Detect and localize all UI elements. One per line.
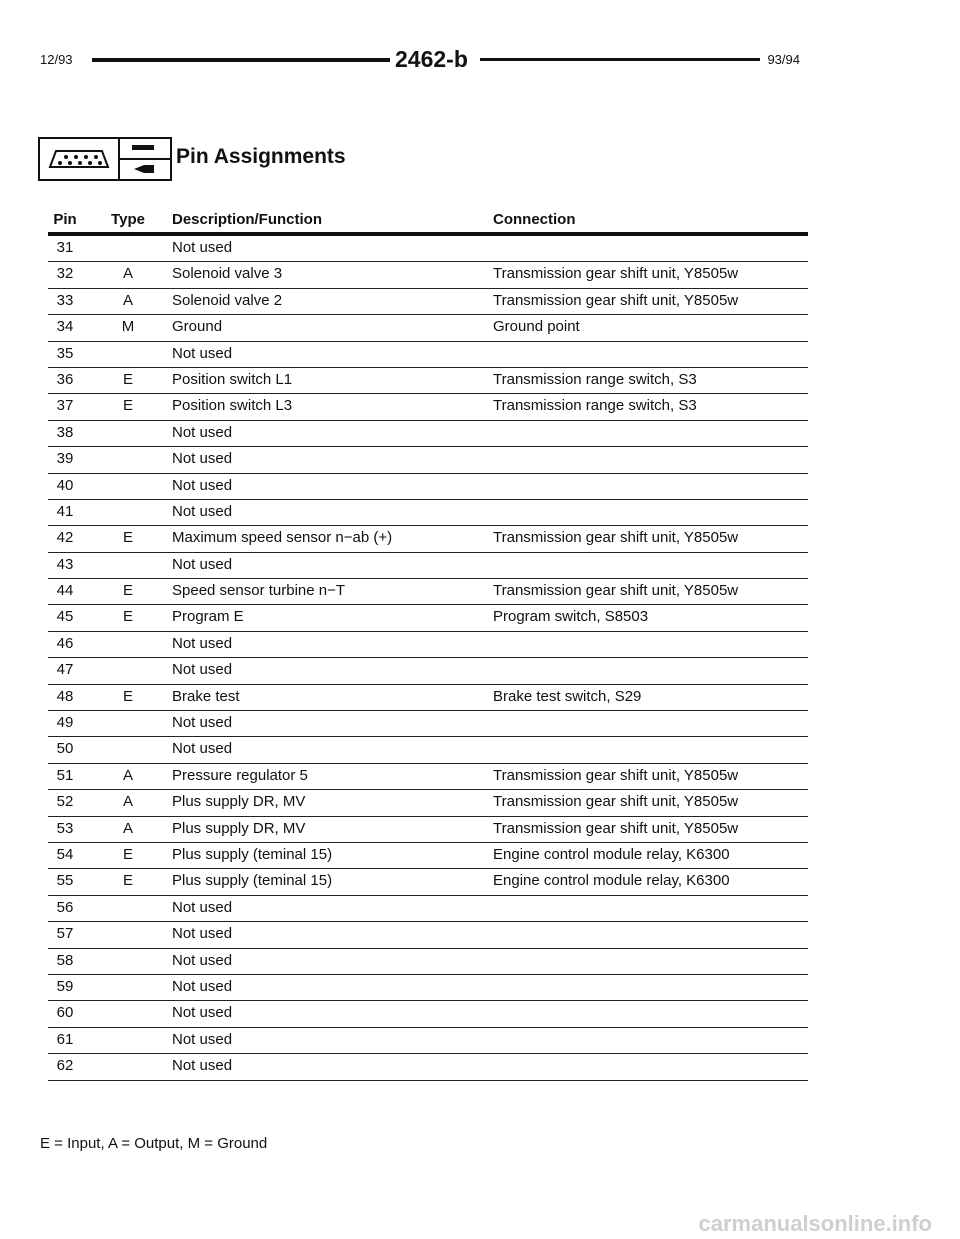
connection-cell: Brake test switch, S29 <box>493 687 642 705</box>
pin-cell: 47 <box>56 661 74 679</box>
type-cell: A <box>122 265 133 283</box>
table-row <box>48 289 808 315</box>
type-cell: M <box>121 318 135 336</box>
type-cell: E <box>122 529 133 547</box>
description-cell: Pressure regulator 5 <box>172 766 308 784</box>
document-code: 2462-b <box>395 46 468 72</box>
table-row <box>48 236 808 262</box>
description-cell: Maximum speed sensor n−ab (+) <box>172 529 393 547</box>
type-cell: E <box>122 582 133 600</box>
table-row <box>48 262 808 288</box>
description-cell: Not used <box>172 555 233 573</box>
table-row <box>48 394 808 420</box>
pin-cell: 62 <box>56 1057 74 1075</box>
description-cell: Not used <box>172 239 233 256</box>
table-row <box>48 817 808 843</box>
type-cell: E <box>122 608 133 626</box>
pin-cell: 36 <box>56 370 74 388</box>
description-cell: Ground <box>172 318 223 336</box>
connection-cell: Transmission range switch, S3 <box>493 397 697 415</box>
pin-cell: 34 <box>56 318 74 336</box>
table-row <box>48 474 808 500</box>
table-row <box>48 447 808 473</box>
connection-cell: Transmission gear shift unit, Y8505w <box>493 766 739 784</box>
table-row <box>48 685 808 711</box>
pin-cell: 40 <box>56 476 74 494</box>
description-cell: Plus supply (teminal 15) <box>172 872 333 890</box>
description-cell: Plus supply DR, MV <box>172 819 306 837</box>
description-cell: Not used <box>172 344 233 362</box>
section-title: Pin Assignments <box>176 145 346 168</box>
table-row <box>48 579 808 605</box>
type-cell: E <box>122 687 133 705</box>
pin-cell: 54 <box>56 845 74 863</box>
connection-cell: Program switch, S8503 <box>493 608 649 626</box>
type-cell: A <box>122 766 133 784</box>
table-row <box>48 975 808 1001</box>
pin-icon <box>118 137 172 181</box>
table-row <box>48 605 808 631</box>
pin-cell: 51 <box>56 766 74 784</box>
header-date-right: 93/94 <box>767 52 800 67</box>
table-row <box>48 843 808 869</box>
column-header-pin: Pin <box>53 211 77 228</box>
pin-cell: 59 <box>56 977 74 995</box>
connection-cell: Transmission range switch, S3 <box>493 370 697 388</box>
description-cell: Not used <box>172 977 233 995</box>
pin-cell: 48 <box>56 687 74 705</box>
column-header-description: Description/Function <box>172 211 322 228</box>
table-row <box>48 421 808 447</box>
description-cell: Not used <box>172 898 233 916</box>
table-row <box>48 711 808 737</box>
description-cell: Not used <box>172 476 233 494</box>
pin-cell: 41 <box>56 502 74 520</box>
description-cell: Solenoid valve 2 <box>172 291 283 309</box>
table-row <box>48 1028 808 1054</box>
table-row <box>48 1054 808 1080</box>
watermark: carmanualsonline.info <box>698 1211 932 1236</box>
connector-icon <box>38 137 120 181</box>
table-row <box>48 315 808 341</box>
table-row <box>48 553 808 579</box>
table-row <box>48 737 808 763</box>
connection-cell: Transmission gear shift unit, Y8505w <box>493 819 739 837</box>
description-cell: Position switch L1 <box>172 370 293 388</box>
pin-cell: 52 <box>56 793 74 811</box>
pin-cell: 33 <box>56 291 74 309</box>
description-cell: Plus supply DR, MV <box>172 793 306 811</box>
table-row <box>48 658 808 684</box>
pin-cell: 42 <box>56 529 74 547</box>
pin-cell: 61 <box>56 1030 74 1048</box>
pin-cell: 37 <box>56 397 74 415</box>
type-legend: E = Input, A = Output, M = Ground <box>40 1135 268 1152</box>
page-header <box>40 48 800 74</box>
type-cell: A <box>122 819 133 837</box>
connection-cell: Ground point <box>493 318 580 336</box>
description-cell: Not used <box>172 1057 233 1075</box>
table-row <box>48 500 808 526</box>
pin-cell: 49 <box>56 714 74 732</box>
pin-cell: 43 <box>56 555 74 573</box>
connection-cell: Transmission gear shift unit, Y8505w <box>493 291 739 309</box>
description-cell: Brake test <box>172 687 240 705</box>
description-cell: Not used <box>172 714 233 732</box>
pin-cell: 53 <box>56 819 74 837</box>
description-cell: Not used <box>172 634 233 652</box>
description-cell: Not used <box>172 740 233 758</box>
description-cell: Position switch L3 <box>172 397 293 415</box>
type-cell: E <box>122 845 133 863</box>
connection-cell: Transmission gear shift unit, Y8505w <box>493 582 739 600</box>
type-cell: A <box>122 793 133 811</box>
pin-cell: 60 <box>56 1004 74 1022</box>
header-date-left: 12/93 <box>40 52 73 67</box>
type-cell: A <box>122 291 133 309</box>
pin-cell: 46 <box>56 634 74 652</box>
pin-cell: 56 <box>56 898 74 916</box>
pin-cell: 32 <box>56 265 74 283</box>
description-cell: Not used <box>172 450 233 468</box>
table-row <box>48 922 808 948</box>
connection-cell: Transmission gear shift unit, Y8505w <box>493 529 739 547</box>
table-row <box>48 1001 808 1027</box>
table-row <box>48 368 808 394</box>
pin-cell: 31 <box>56 239 74 256</box>
connection-cell: Transmission gear shift unit, Y8505w <box>493 265 739 283</box>
table-row <box>48 949 808 975</box>
pin-cell: 38 <box>56 423 74 441</box>
description-cell: Not used <box>172 951 233 969</box>
pin-cell: 44 <box>56 582 74 600</box>
pin-cell: 57 <box>56 925 74 943</box>
pin-cell: 45 <box>56 608 74 626</box>
description-cell: Solenoid valve 3 <box>172 265 283 283</box>
type-cell: E <box>122 872 133 890</box>
description-cell: Program E <box>172 608 244 626</box>
connection-cell: Transmission gear shift unit, Y8505w <box>493 793 739 811</box>
header-rule-right <box>480 58 760 61</box>
table-row <box>48 342 808 368</box>
pin-cell: 50 <box>56 740 74 758</box>
pin-cell: 55 <box>56 872 74 890</box>
description-cell: Not used <box>172 925 233 943</box>
column-header-connection: Connection <box>493 211 576 228</box>
description-cell: Not used <box>172 661 233 679</box>
description-cell: Not used <box>172 502 233 520</box>
pin-assignment-table <box>48 208 808 1081</box>
description-cell: Speed sensor turbine n−T <box>172 582 346 600</box>
description-cell: Plus supply (teminal 15) <box>172 845 333 863</box>
table-row <box>48 764 808 790</box>
description-cell: Not used <box>172 1030 233 1048</box>
pin-cell: 35 <box>56 344 74 362</box>
table-body <box>48 236 808 1081</box>
type-cell: E <box>122 370 133 388</box>
type-cell: E <box>122 397 133 415</box>
table-row <box>48 790 808 816</box>
description-cell: Not used <box>172 1004 233 1022</box>
pin-cell: 58 <box>56 951 74 969</box>
column-header-type: Type <box>111 211 145 228</box>
description-cell: Not used <box>172 423 233 441</box>
header-rule-left <box>92 58 390 62</box>
table-row <box>48 896 808 922</box>
table-row <box>48 526 808 552</box>
table-header <box>48 208 808 232</box>
table-row <box>48 632 808 658</box>
pin-cell: 39 <box>56 450 74 468</box>
connection-cell: Engine control module relay, K6300 <box>493 845 730 863</box>
table-row <box>48 869 808 895</box>
connection-cell: Engine control module relay, K6300 <box>493 872 730 890</box>
